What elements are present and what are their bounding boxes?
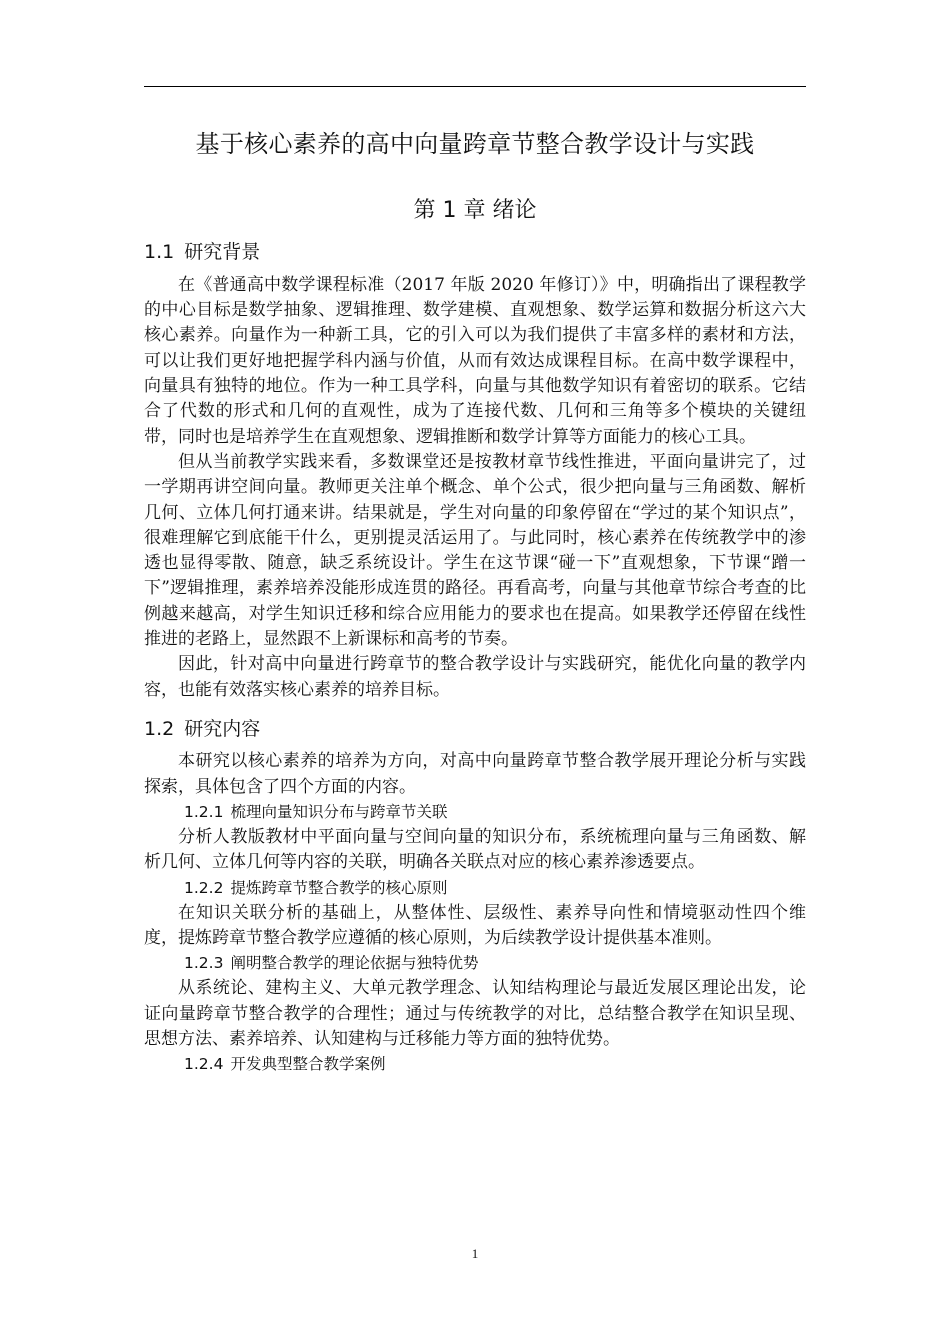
page-content [144, 120, 806, 1077]
subsection-title: 提炼跨章节整合教学的核心原则 [230, 878, 448, 897]
paragraph: 但从当前教学实践来看，多数课堂还是按教材章节线性推进，平面向量讲完了，过一学期再讲空间向量。教师更关注单个概念、单个公式，很少把向量与三角函数、解析几何、立体几何打通来讲。结果就是，学生对向量的印象停留在“学过的某个知识点”，很难理解它到底能干什么，更别提灵活运用了。与此同时，核心素养在传统教学中的渗透也显得零散、随意，缺乏系统设计。学生在这节课“碰一下”直观想象，下节课“蹭一下”逻辑推理，素养培养没能形成连贯的路径。再看高考，向量与其他章节综合考查的比例越来越高，对学生知识迁移和综合应用能力的要求也在提高。如果教学还停留在线性推进的老路上，显然跟不上新课标和高考的节奏。 [144, 451, 806, 650]
subsection-number: 1.2.3 [184, 954, 224, 973]
subsection-number: 1.2.2 [184, 878, 224, 897]
subsection-heading-1-2-1 [144, 800, 806, 825]
paragraph: 本研究以核心素养的培养为方向，对高中向量跨章节整合教学展开理论分析与实践探索，具体包含了四个方面的内容。 [144, 751, 806, 797]
paragraph: 分析人教版教材中平面向量与空间向量的知识分布，系统梳理向量与三角函数、解析几何、立体几何等内容的关联，明确各关联点对应的核心素养渗透要点。 [144, 827, 806, 873]
paragraph: 在知识关联分析的基础上，从整体性、层级性、素养导向性和情境驱动性四个维度，提炼跨章节整合教学应遵循的核心原则，为后续教学设计提供基本准则。 [144, 902, 806, 948]
subsection-heading-1-2-4 [144, 1052, 806, 1077]
section-title: 研究内容 [184, 717, 261, 740]
subsection-heading-1-2-2 [144, 876, 806, 901]
chapter-title: 第 1 章 绪论 [413, 197, 537, 223]
subsection-number: 1.2.1 [184, 803, 224, 822]
document-title: 基于核心素养的高中向量跨章节整合教学设计与实践 [195, 130, 755, 158]
section-heading-1-1 [144, 238, 806, 267]
section-number: 1.1 [144, 241, 175, 264]
section-title: 研究背景 [184, 241, 261, 264]
paragraph: 因此，针对高中向量进行跨章节的整合教学设计与实践研究，能优化向量的教学内容，也能有效落实核心素养的培养目标。 [144, 654, 806, 700]
section-heading-1-2 [144, 715, 806, 744]
header-rule [144, 86, 806, 87]
subsection-number: 1.2.4 [184, 1055, 224, 1074]
subsection-title: 梳理向量知识分布与跨章节关联 [230, 803, 448, 822]
page-number: 1 [471, 1246, 479, 1261]
paragraph: 在《普通高中数学课程标准（2017 年版 2020 年修订）》中，明确指出了课程教学的中心目标是数学抽象、逻辑推理、数学建模、直观想象、数学运算和数据分析这六大核心素养。向量作为一种新工具，它的引入可以为我们提供了丰富多样的素材和方法，可以让我们更好地把握学科内涵与价值，从而有效达成课程目标。在高中数学课程中，向量具有独特的地位。作为一种工具学科，向量与其他数学知识有着密切的联系。它结合了代数的形式和几何的直观性，成为了连接代数、几何和三角等多个模块的关键纽带，同时也是培养学生在直观想象、逻辑推断和数学计算等方面能力的核心工具。 [144, 274, 806, 447]
subsection-heading-1-2-3 [144, 951, 806, 976]
subsection-title: 开发典型整合教学案例 [230, 1055, 386, 1074]
paragraph: 从系统论、建构主义、大单元教学理念、认知结构理论与最近发展区理论出发，论证向量跨章节整合教学的合理性；通过与传统教学的对比，总结整合教学在知识呈现、思想方法、素养培养、认知建构与迁移能力等方面的独特优势。 [144, 978, 806, 1049]
section-number: 1.2 [144, 717, 175, 740]
subsection-title: 阐明整合教学的理论依据与独特优势 [230, 954, 479, 973]
